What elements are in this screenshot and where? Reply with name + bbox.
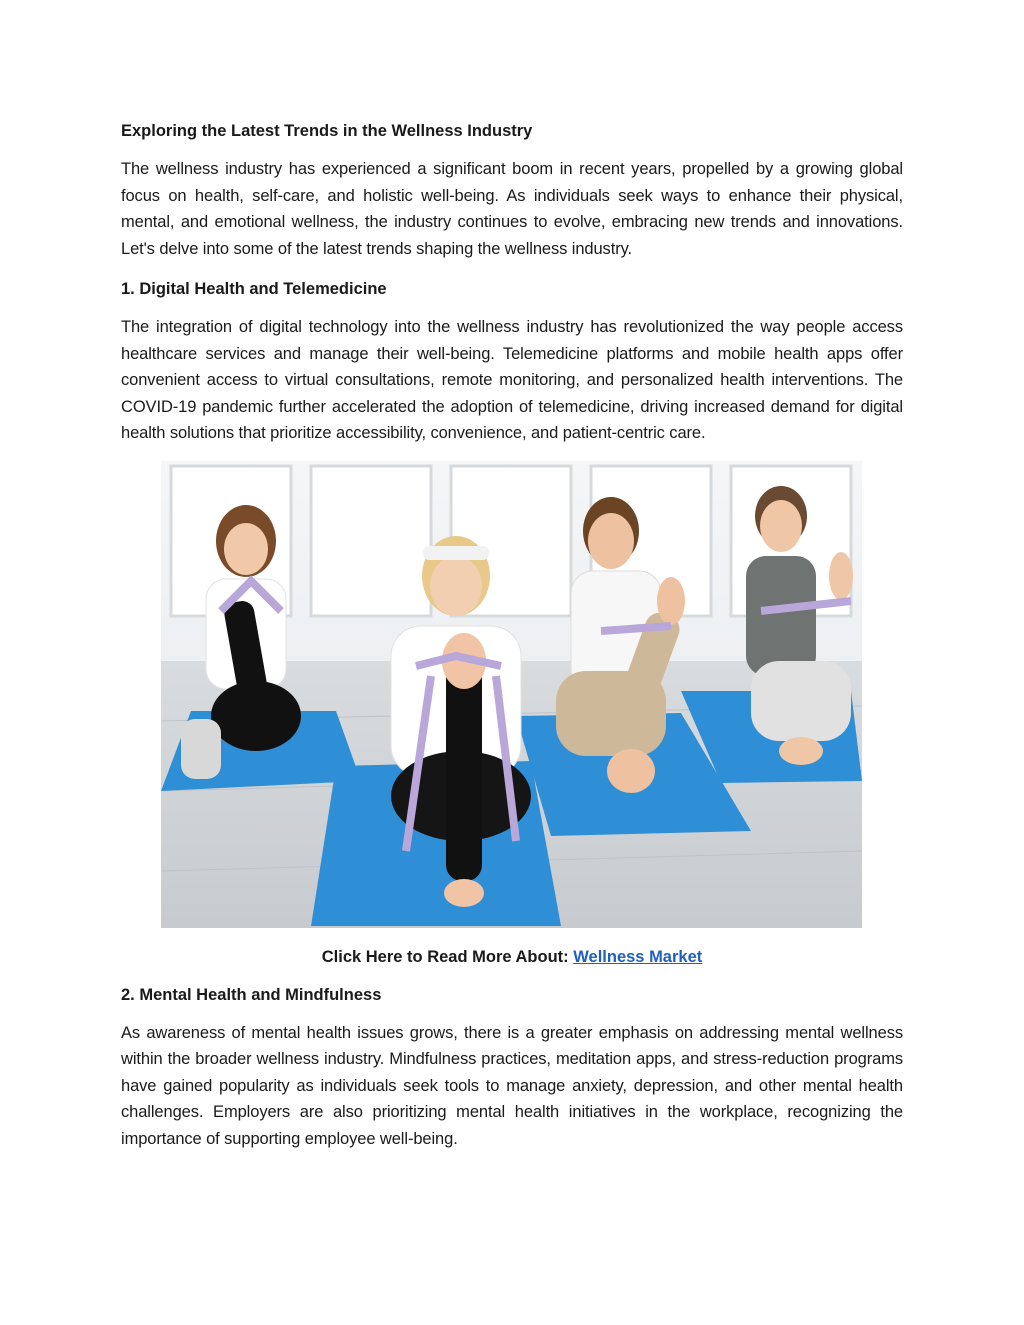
- read-more-line: [121, 944, 903, 970]
- read-more-prefix: Click Here to Read More About:: [321, 947, 574, 966]
- section-2-body: As awareness of mental health issues grows, there is a greater emphasis on addressing mental wellness within the broader wellness industry. Mindfulness practices, meditation apps, and stress-reduction programs have gained popularity as individuals seek tools to manage anxiety, depression, and other mental health challenges. Employers are also prioritizing mental health initiatives in the workplace, recognizing the importance of supporting employee well-being.: [121, 1023, 903, 1148]
- section-2-heading: 2. Mental Health and Mindfulness: [121, 985, 382, 1004]
- section-1-body: The integration of digital technology into the wellness industry has revolutionized the way people access healthcare services and manage their well-being. Telemedicine platforms and mobile health apps offer convenient access to virtual consultations, remote monitoring, and personalized health interventions. The COVID-19 pandemic further accelerated the adoption of telemedicine, driving increased demand for digital health solutions that prioritize accessibility, convenience, and patient-centric care.: [121, 318, 903, 442]
- wellness-market-link[interactable]: Wellness Market: [573, 947, 703, 966]
- intro-paragraph: The wellness industry has experienced a significant boom in recent years, propelled by a growing global focus on health, self-care, and holistic well-being. As individuals seek ways to enhance their physical, mental, and emotional wellness, the industry continues to evolve, embracing new trends and innovations. Let's delve into some of the latest trends shaping the wellness industry.: [121, 160, 903, 258]
- document-page: [121, 118, 903, 1166]
- yoga-class-photo: [161, 461, 862, 928]
- article-title: Exploring the Latest Trends in the Wellness Industry: [121, 122, 533, 140]
- section-1-heading: 1. Digital Health and Telemedicine: [121, 280, 387, 298]
